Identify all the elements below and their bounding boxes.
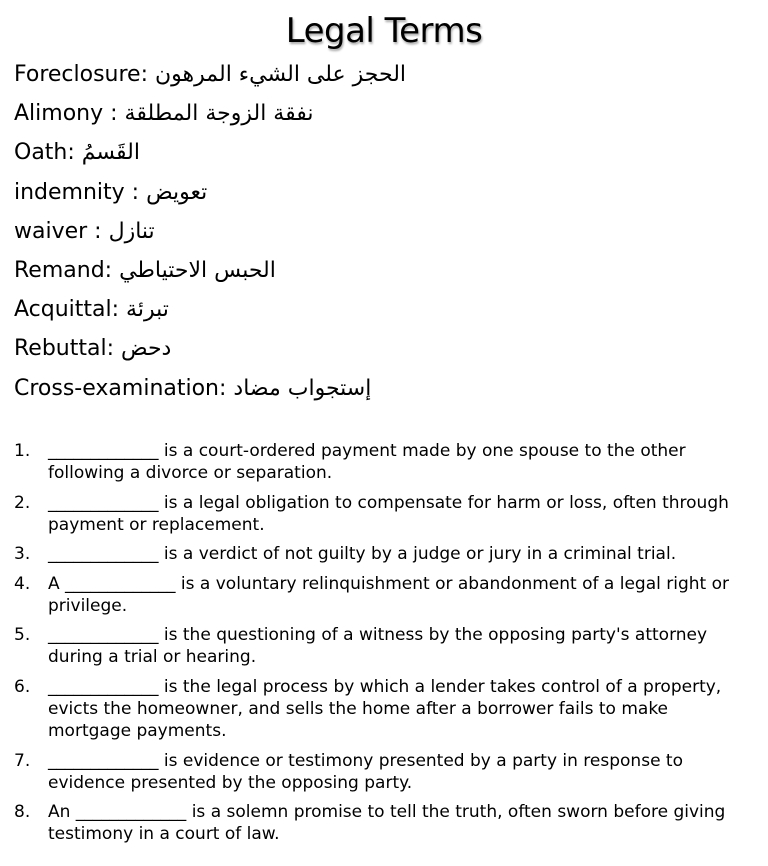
question-item — [14, 492, 750, 536]
term-english: waiver : — [14, 218, 102, 244]
term-arabic: إستجواب مضاد — [233, 375, 372, 401]
question-item — [14, 676, 750, 742]
question-item — [14, 624, 750, 668]
term-arabic: الحجز على الشيء المرهون — [155, 62, 407, 87]
question-number: 3. — [14, 544, 31, 565]
question-text: _____________ is the questioning of a witness by the opposing party's attorney during a trial or hearing. — [48, 625, 708, 668]
glossary-item — [14, 214, 754, 253]
question-text: An _____________ is a solemn promise to tell the truth, often sworn before giving testimony in a court of law. — [48, 802, 726, 845]
page-title: Legal Terms — [285, 11, 483, 51]
term-english: Foreclosure: — [14, 62, 149, 87]
term-english: Oath: — [14, 140, 75, 166]
term-arabic: تعويض — [146, 179, 208, 205]
glossary-item — [14, 331, 754, 370]
glossary-item — [14, 135, 754, 174]
question-item — [14, 573, 750, 617]
term-arabic: دحض — [121, 336, 172, 362]
term-arabic: نفقة الزوجة المطلقة — [124, 101, 314, 127]
question-number: 8. — [14, 802, 31, 823]
term-english: Cross-examination: — [14, 375, 227, 401]
question-text: _____________ is a legal obligation to compensate for harm or loss, often through payment or replacement. — [48, 492, 729, 535]
term-english: Alimony : — [14, 101, 118, 127]
question-list — [14, 440, 750, 853]
question-number: 2. — [14, 492, 31, 513]
question-number: 1. — [14, 441, 31, 461]
question-number: 4. — [14, 573, 31, 594]
question-text: _____________ is a verdict of not guilty by a judge or jury in a criminal trial. — [48, 544, 677, 565]
term-english: Rebuttal: — [14, 336, 114, 362]
question-item — [14, 543, 750, 565]
glossary-item — [14, 175, 754, 214]
question-text: A _____________ is a voluntary relinquishment or abandonment of a legal right or privilege. — [48, 573, 729, 616]
question-item — [14, 750, 750, 794]
glossary-item — [14, 96, 754, 135]
question-text: _____________ is evidence or testimony presented by a party in response to evidence presented by the opposing party. — [48, 750, 683, 793]
term-arabic: تبرئة — [126, 297, 169, 323]
question-item — [14, 801, 750, 845]
question-number: 6. — [14, 676, 31, 697]
term-english: Remand: — [14, 257, 113, 283]
term-english: Acquittal: — [14, 297, 120, 323]
glossary-item — [14, 292, 754, 331]
glossary-list — [14, 57, 754, 410]
glossary-item — [14, 57, 754, 96]
question-number: 7. — [14, 750, 31, 771]
term-english: indemnity : — [14, 179, 140, 205]
term-arabic: الحبس الاحتياطي — [119, 257, 276, 283]
glossary-item — [14, 371, 754, 410]
question-text: _____________ is the legal process by which a lender takes control of a property, evicts the homeowner, and sells the home after a borrower fails to make mortgage payments. — [48, 676, 722, 741]
question-text: _____________ is a court-ordered payment made by one spouse to the other following a divorce or separation. — [48, 441, 686, 483]
term-arabic: تنازل — [108, 218, 155, 244]
glossary-item — [14, 253, 754, 292]
question-number: 5. — [14, 625, 31, 646]
term-arabic: القَسمُ — [81, 140, 140, 166]
question-item — [14, 440, 750, 484]
